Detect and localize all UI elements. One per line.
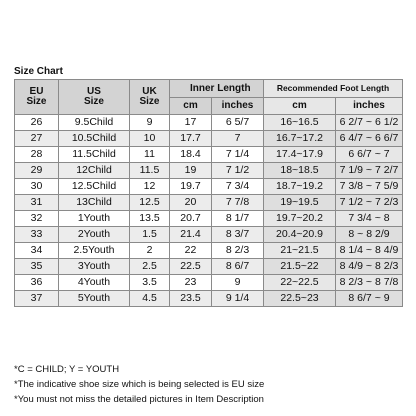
size-notes [14,362,264,407]
inner-cm-cell: 19 [170,163,212,179]
table-row [15,275,403,291]
recommended-inches-cell: 8 4/9 ~ 8 2/3 [336,259,403,275]
eu-size-cell: 33 [15,227,59,243]
us-size-cell: 5Youth [59,291,130,307]
eu-size-cell: 32 [15,211,59,227]
note-detailed-pictures: *You must not miss the detailed pictures in Item Description [14,394,264,405]
size-chart-table [14,79,403,307]
uk-size-cell: 12.5 [130,195,170,211]
recommended-inches-header: inches [336,98,403,115]
recommended-cm-header: cm [264,98,336,115]
eu-size-cell: 31 [15,195,59,211]
recommended-cm-cell: 21.5~22 [264,259,336,275]
uk-size-cell: 3.5 [130,275,170,291]
recommended-inches-cell: 8 1/4 ~ 8 4/9 [336,243,403,259]
uk-size-cell: 4.5 [130,291,170,307]
recommended-cm-cell: 22~22.5 [264,275,336,291]
us-size-cell: 10.5Child [59,131,130,147]
inner-cm-cell: 17.7 [170,131,212,147]
uk-size-cell: 13.5 [130,211,170,227]
table-row [15,259,403,275]
inner-inches-cell: 7 1/4 [212,147,264,163]
table-row [15,115,403,131]
recommended-inches-cell: 6 2/7 ~ 6 1/2 [336,115,403,131]
note-eu-size: *The indicative shoe size which is being selected is EU size [14,379,265,390]
inner-cm-cell: 22.5 [170,259,212,275]
table-row [15,147,403,163]
recommended-cm-cell: 19~19.5 [264,195,336,211]
us-size-cell: 3Youth [59,259,130,275]
us-size-cell: 12.5Child [59,179,130,195]
recommended-inches-cell: 8 ~ 8 2/9 [336,227,403,243]
recommended-cm-cell: 18.7~19.2 [264,179,336,195]
inner-cm-cell: 17 [170,115,212,131]
inner-inches-cell: 7 [212,131,264,147]
inner-inches-cell: 8 1/7 [212,211,264,227]
recommended-cm-cell: 17.4~17.9 [264,147,336,163]
recommended-inches-cell: 7 3/4 ~ 8 [336,211,403,227]
us-size-cell: 9.5Child [59,115,130,131]
inner-inches-cell: 8 2/3 [212,243,264,259]
eu-size-cell: 26 [15,115,59,131]
recommended-cm-cell: 19.7~20.2 [264,211,336,227]
recommended-inches-cell: 7 1/2 ~ 7 2/3 [336,195,403,211]
table-row [15,291,403,307]
inner-inches-cell: 7 1/2 [212,163,264,179]
uk-size-cell: 2.5 [130,259,170,275]
recommended-inches-cell: 7 1/9 ~ 7 2/7 [336,163,403,179]
recommended-inches-cell: 6 6/7 ~ 7 [336,147,403,163]
uk-size-cell: 12 [130,179,170,195]
inner-cm-cell: 20.7 [170,211,212,227]
us-size-cell: 2.5Youth [59,243,130,259]
eu-size-cell: 34 [15,243,59,259]
uk-size-header: UK Size [130,80,170,115]
table-row [15,195,403,211]
inner-inches-cell: 6 5/7 [212,115,264,131]
inner-inches-cell: 9 1/4 [212,291,264,307]
us-size-cell: 1Youth [59,211,130,227]
recommended-inches-cell: 6 4/7 ~ 6 6/7 [336,131,403,147]
uk-size-cell: 9 [130,115,170,131]
recommended-inches-cell: 8 6/7 ~ 9 [336,291,403,307]
uk-size-cell: 11.5 [130,163,170,179]
us-size-header: US Size [59,80,130,115]
us-size-cell: 2Youth [59,227,130,243]
uk-size-cell: 2 [130,243,170,259]
inner-cm-cell: 20 [170,195,212,211]
inner-cm-cell: 18.4 [170,147,212,163]
table-row [15,227,403,243]
recommended-cm-cell: 20.4~20.9 [264,227,336,243]
inner-cm-cell: 21.4 [170,227,212,243]
eu-size-cell: 36 [15,275,59,291]
inner-inches-cell: 8 3/7 [212,227,264,243]
recommended-inches-cell: 8 2/3 ~ 8 7/8 [336,275,403,291]
inner-inches-cell: 7 3/4 [212,179,264,195]
recommended-inches-cell: 7 3/8 ~ 7 5/9 [336,179,403,195]
recommended-cm-cell: 16.7~17.2 [264,131,336,147]
recommended-foot-length-header: Recommended Foot Length [264,80,403,98]
us-size-cell: 4Youth [59,275,130,291]
recommended-cm-cell: 16~16.5 [264,115,336,131]
inner-inches-cell: 9 [212,275,264,291]
inner-inches-cell: 7 7/8 [212,195,264,211]
eu-size-cell: 30 [15,179,59,195]
us-size-cell: 12Child [59,163,130,179]
inner-inches-header: inches [212,98,264,115]
table-row [15,179,403,195]
inner-inches-cell: 8 6/7 [212,259,264,275]
inner-cm-cell: 19.7 [170,179,212,195]
us-size-cell: 11.5Child [59,147,130,163]
table-row [15,211,403,227]
eu-size-cell: 35 [15,259,59,275]
uk-size-cell: 11 [130,147,170,163]
eu-size-header: EU Size [15,80,59,115]
note-child-youth: *C = CHILD; Y = YOUTH [14,364,120,375]
eu-size-cell: 28 [15,147,59,163]
size-chart-title: Size Chart [14,66,63,77]
table-row [15,163,403,179]
inner-cm-header: cm [170,98,212,115]
header-row-top [15,80,403,98]
eu-size-cell: 37 [15,291,59,307]
inner-cm-cell: 22 [170,243,212,259]
recommended-cm-cell: 21~21.5 [264,243,336,259]
us-size-cell: 13Child [59,195,130,211]
recommended-cm-cell: 22.5~23 [264,291,336,307]
uk-size-cell: 1.5 [130,227,170,243]
eu-size-cell: 27 [15,131,59,147]
eu-size-cell: 29 [15,163,59,179]
inner-cm-cell: 23.5 [170,291,212,307]
recommended-cm-cell: 18~18.5 [264,163,336,179]
inner-cm-cell: 23 [170,275,212,291]
table-row [15,131,403,147]
table-row [15,243,403,259]
uk-size-cell: 10 [130,131,170,147]
inner-length-header: Inner Length [170,80,264,98]
